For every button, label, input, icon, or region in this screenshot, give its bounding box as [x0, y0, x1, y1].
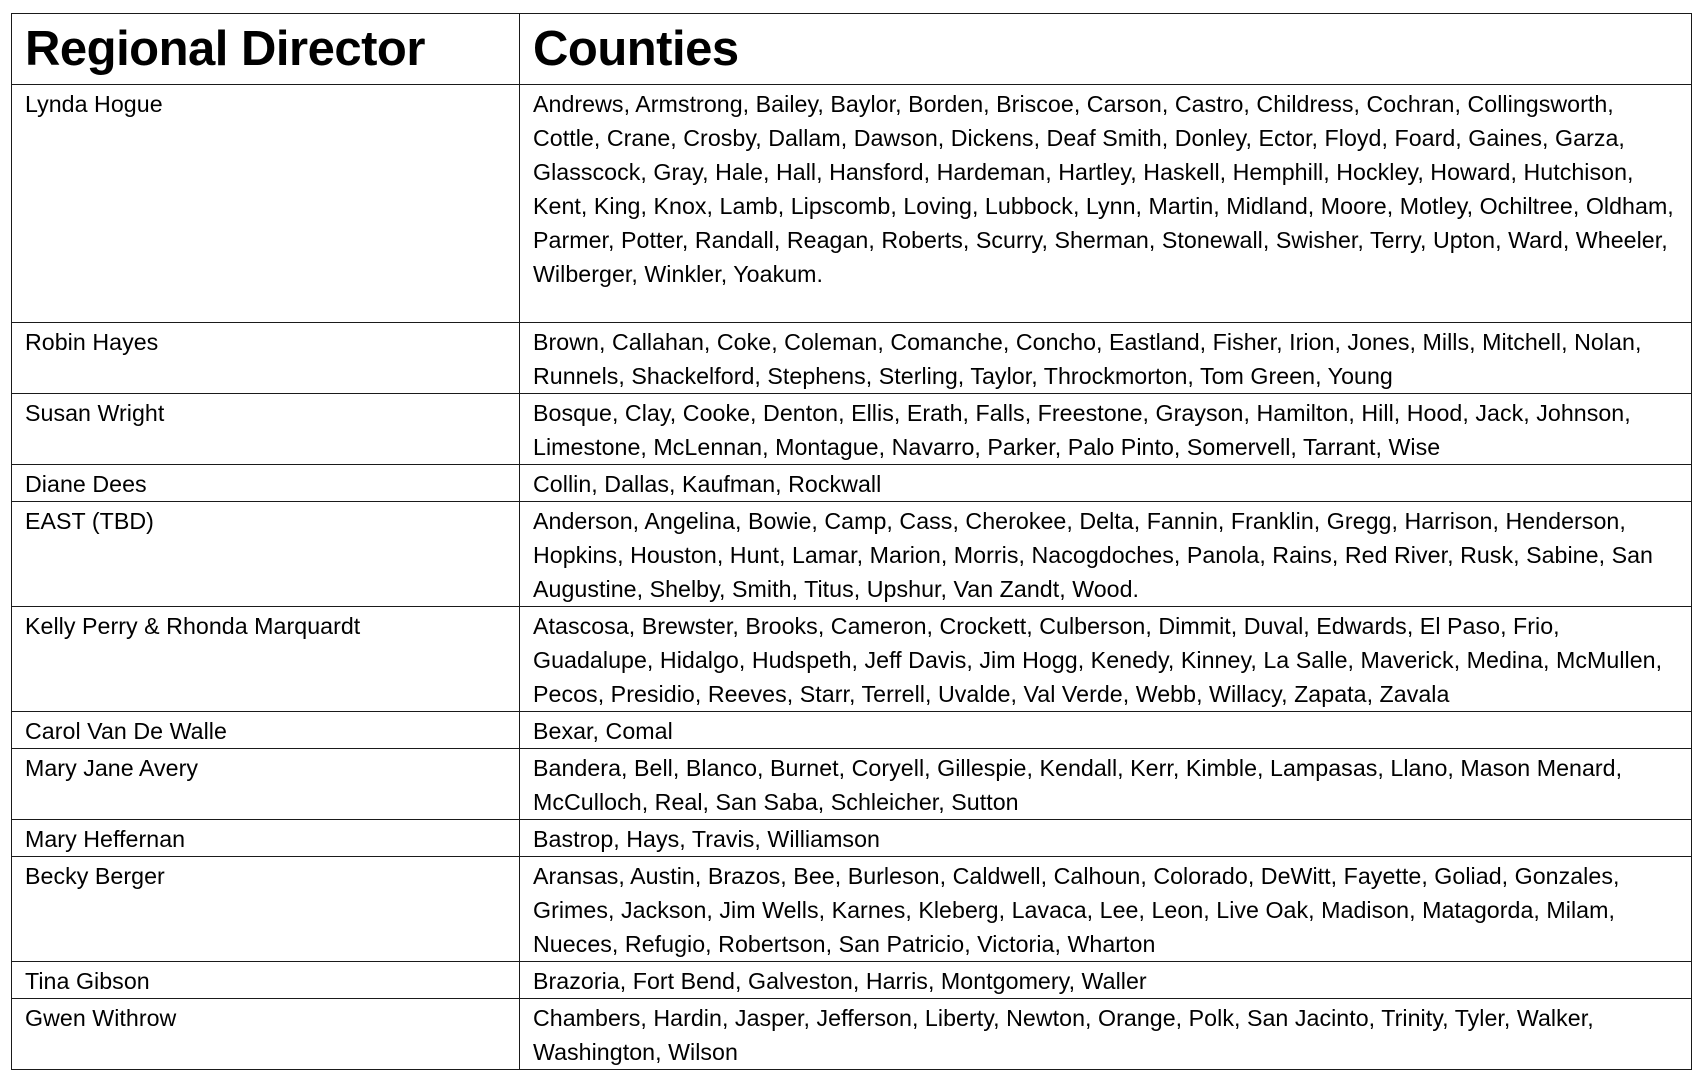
regional-director-table: [11, 13, 1692, 1070]
table-row: [12, 85, 1692, 323]
table-row: [12, 857, 1692, 962]
director-name: Susan Wright: [12, 394, 520, 465]
county-list: Anderson, Angelina, Bowie, Camp, Cass, Cherokee, Delta, Fannin, Franklin, Gregg, Harrison, Henderson, Hopkins, Houston, Hunt, Lamar, Marion, Morris, Nacogdoches, Panola, Rains, Red River, Rusk, Sabine, San Augustine, Shelby, Smith, Titus, Upshur, Van Zandt, Wood.: [520, 502, 1692, 607]
director-name: Kelly Perry & Rhonda Marquardt: [12, 607, 520, 712]
director-name: Robin Hayes: [12, 323, 520, 394]
table-row: [12, 607, 1692, 712]
director-name: Diane Dees: [12, 465, 520, 502]
director-name: Lynda Hogue: [12, 85, 520, 323]
table-row: [12, 749, 1692, 820]
county-list: Aransas, Austin, Brazos, Bee, Burleson, Caldwell, Calhoun, Colorado, DeWitt, Fayette, Goliad, Gonzales, Grimes, Jackson, Jim Wells, Karnes, Kleberg, Lavaca, Lee, Leon, Live Oak, Madison, Matagorda, Milam, Nueces, Refugio, Robertson, San Patricio, Victoria, Wharton: [520, 857, 1692, 962]
county-list: Bandera, Bell, Blanco, Burnet, Coryell, Gillespie, Kendall, Kerr, Kimble, Lampasas, Llano, Mason Menard, McCulloch, Real, San Saba, Schleicher, Sutton: [520, 749, 1692, 820]
county-list: Bosque, Clay, Cooke, Denton, Ellis, Erath, Falls, Freestone, Grayson, Hamilton, Hill, Hood, Jack, Johnson, Limestone, McLennan, Montague, Navarro, Parker, Palo Pinto, Somervell, Tarrant, Wise: [520, 394, 1692, 465]
table-row: [12, 465, 1692, 502]
table-row: [12, 502, 1692, 607]
director-name: Tina Gibson: [12, 962, 520, 999]
county-list: Chambers, Hardin, Jasper, Jefferson, Liberty, Newton, Orange, Polk, San Jacinto, Trinity, Tyler, Walker, Washington, Wilson: [520, 999, 1692, 1070]
table-row: [12, 394, 1692, 465]
column-header-counties: Counties: [520, 14, 1692, 85]
county-list: Andrews, Armstrong, Bailey, Baylor, Borden, Briscoe, Carson, Castro, Childress, Cochran, Collingsworth, Cottle, Crane, Crosby, Dallam, Dawson, Dickens, Deaf Smith, Donley, Ector, Floyd, Foard, Gaines, Garza, Glasscock, Gray, Hale, Hall, Hansford, Hardeman, Hartley, Haskell, Hemphill, Hockley, Howard, Hutchison, Kent, King, Knox, Lamb, Lipscomb, Loving, Lubbock, Lynn, Martin, Midland, Moore, Motley, Ochiltree, Oldham, Parmer, Potter, Randall, Reagan, Roberts, Scurry, Sherman, Stonewall, Swisher, Terry, Upton, Ward, Wheeler, Wilberger, Winkler, Yoakum.: [520, 85, 1692, 323]
table-row: [12, 712, 1692, 749]
county-list: Brown, Callahan, Coke, Coleman, Comanche, Concho, Eastland, Fisher, Irion, Jones, Mills, Mitchell, Nolan, Runnels, Shackelford, Stephens, Sterling, Taylor, Throckmorton, Tom Green, Young: [520, 323, 1692, 394]
director-name: Gwen Withrow: [12, 999, 520, 1070]
director-name: Mary Jane Avery: [12, 749, 520, 820]
table-row: [12, 962, 1692, 999]
county-list: Brazoria, Fort Bend, Galveston, Harris, Montgomery, Waller: [520, 962, 1692, 999]
table-row: [12, 999, 1692, 1070]
director-name: EAST (TBD): [12, 502, 520, 607]
director-name: Carol Van De Walle: [12, 712, 520, 749]
director-name: Mary Heffernan: [12, 820, 520, 857]
county-list: Atascosa, Brewster, Brooks, Cameron, Crockett, Culberson, Dimmit, Duval, Edwards, El Paso, Frio, Guadalupe, Hidalgo, Hudspeth, Jeff Davis, Jim Hogg, Kenedy, Kinney, La Salle, Maverick, Medina, McMullen, Pecos, Presidio, Reeves, Starr, Terrell, Uvalde, Val Verde, Webb, Willacy, Zapata, Zavala: [520, 607, 1692, 712]
county-list: Bexar, Comal: [520, 712, 1692, 749]
table-header-row: [12, 14, 1692, 85]
county-list: Bastrop, Hays, Travis, Williamson: [520, 820, 1692, 857]
director-name: Becky Berger: [12, 857, 520, 962]
county-list: Collin, Dallas, Kaufman, Rockwall: [520, 465, 1692, 502]
column-header-regional-director: Regional Director: [12, 14, 520, 85]
table-row: [12, 323, 1692, 394]
table-row: [12, 820, 1692, 857]
